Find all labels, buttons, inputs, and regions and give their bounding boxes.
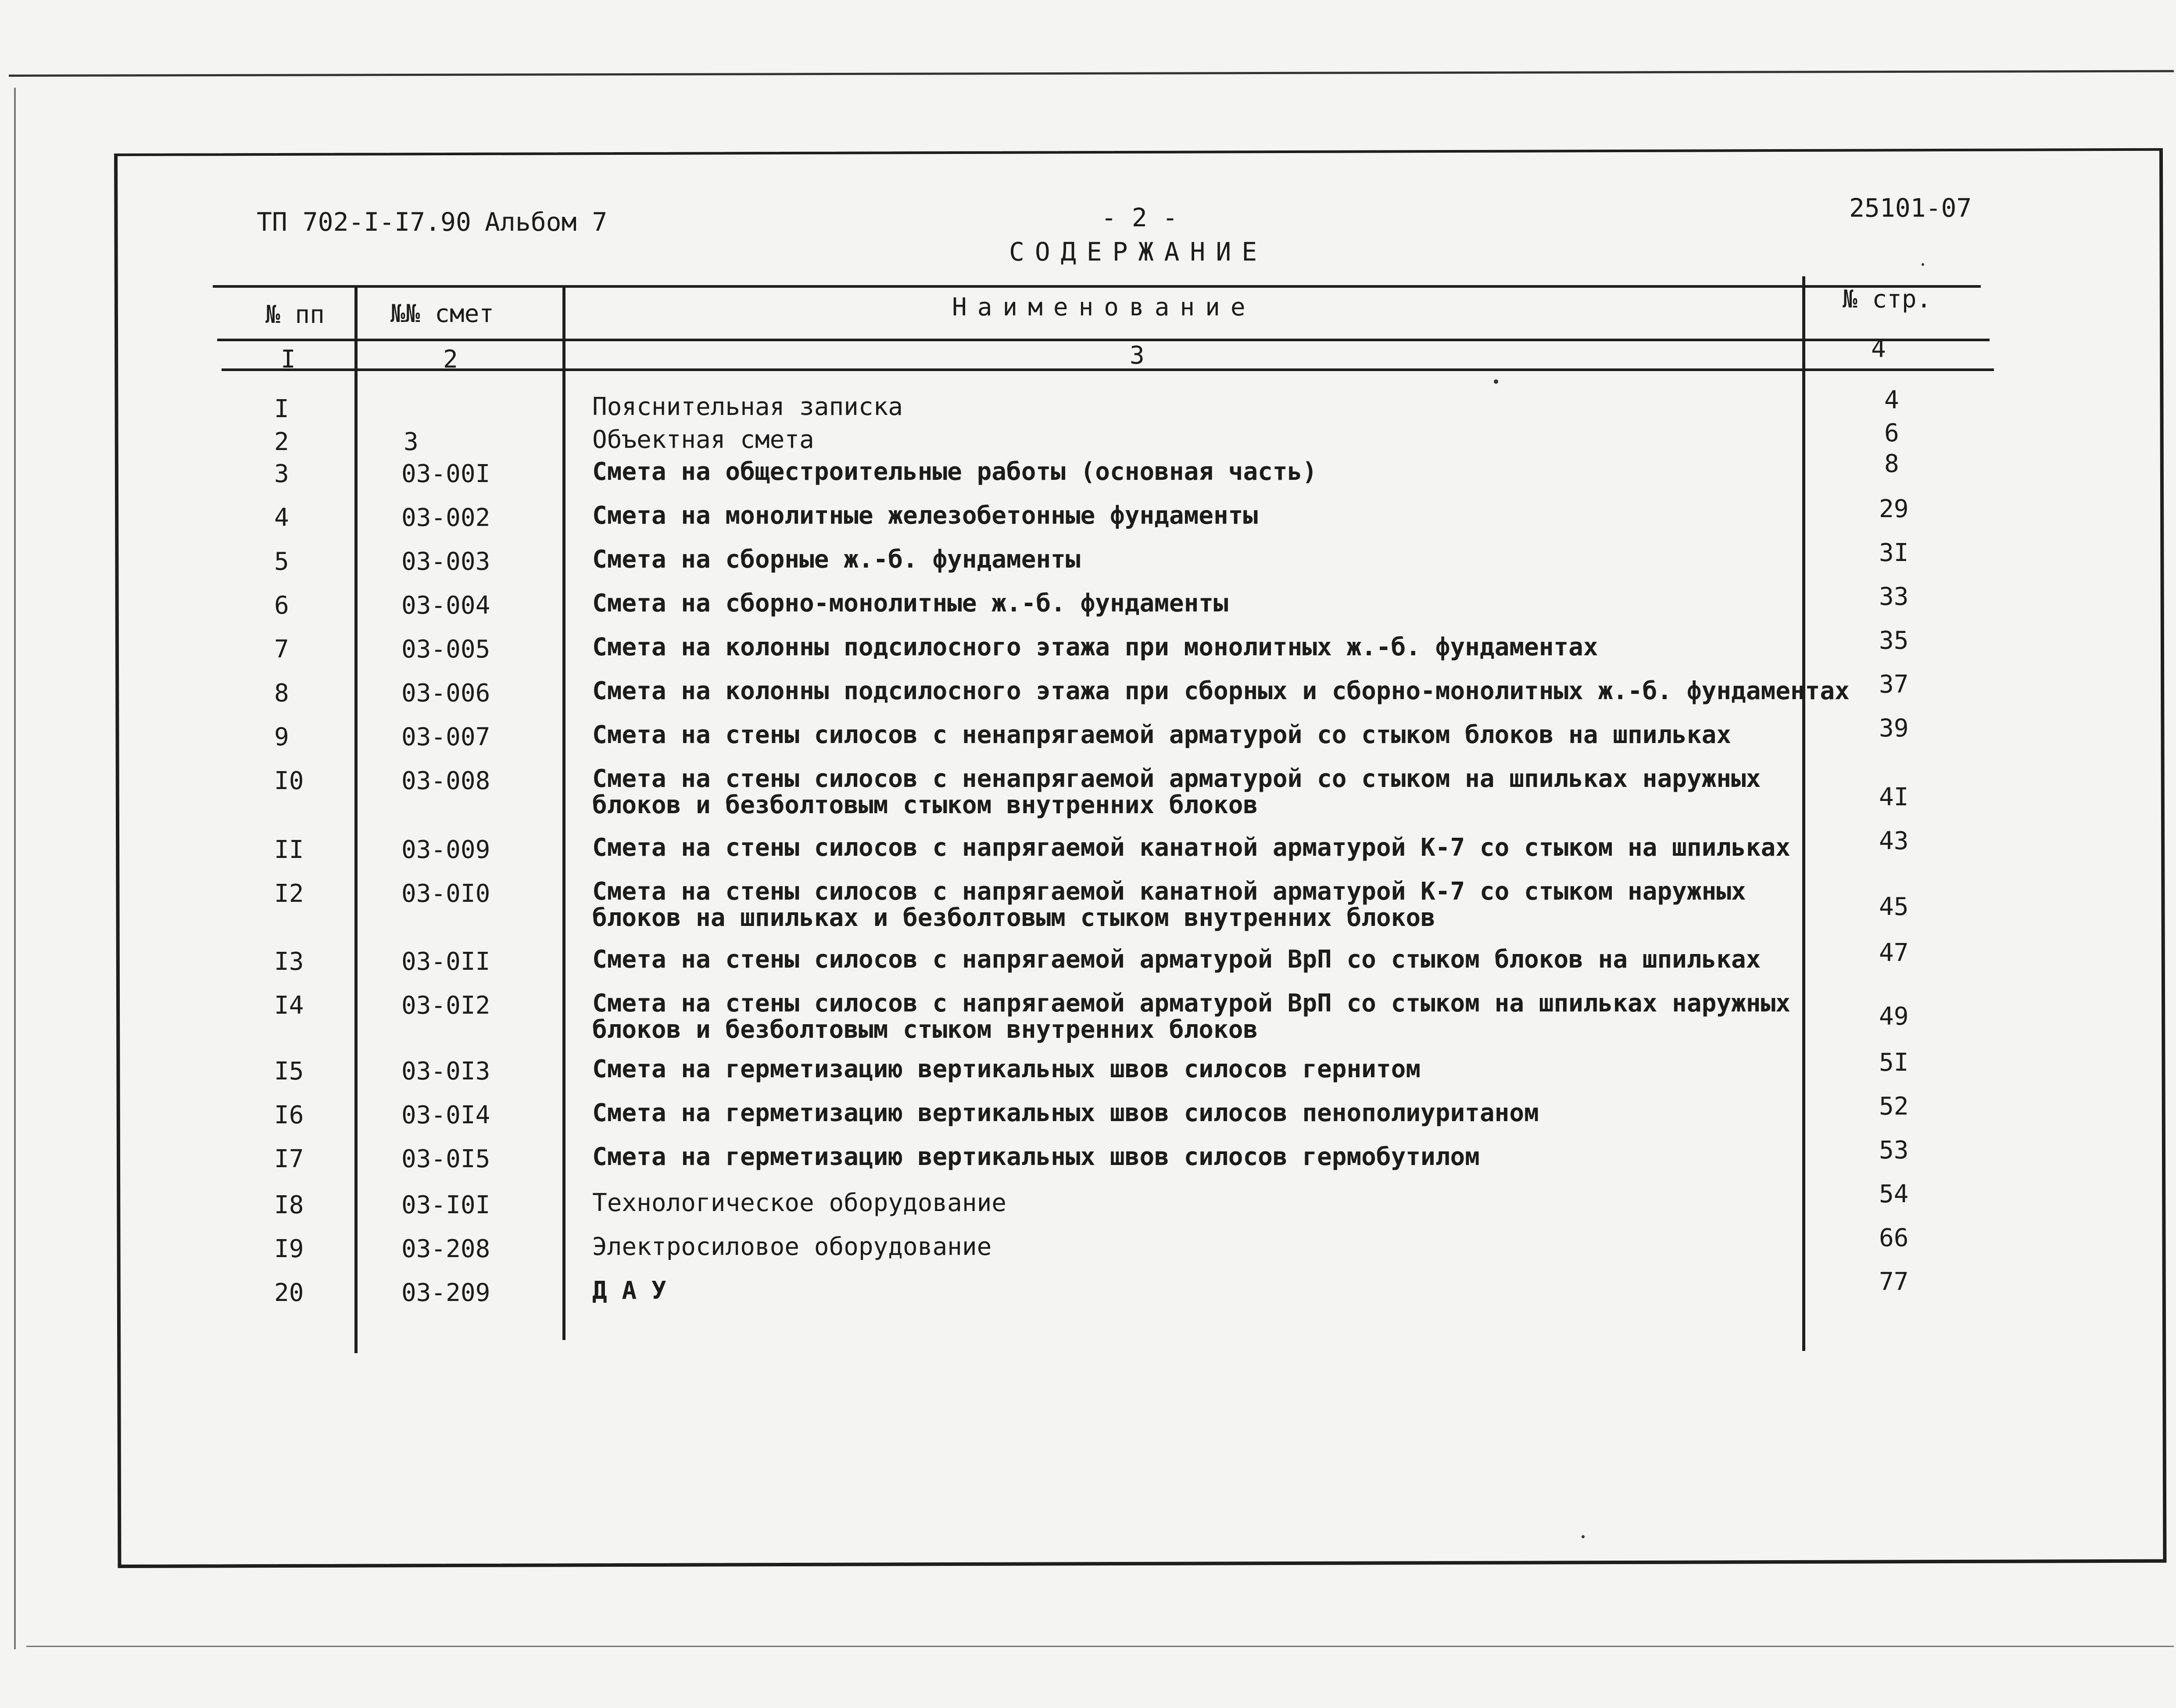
row-code: 03-002 [401, 504, 490, 532]
row-number: I9 [274, 1235, 304, 1263]
row-page: 47 [1879, 939, 1909, 967]
row-page: 29 [1879, 495, 1909, 523]
row-page: 53 [1879, 1136, 1909, 1165]
table-top-rule [213, 285, 1981, 288]
row-page: 52 [1879, 1092, 1909, 1121]
row-name: Объектная смета [592, 425, 814, 454]
document-number: 25101-07 [1849, 193, 1972, 223]
row-name: Смета на стены силосов с напрягаемой арматурой ВрП со стыком блоков на шпильках [592, 945, 1761, 974]
row-number: 9 [274, 723, 289, 751]
page-title: СОДЕРЖАНИЕ [1009, 237, 1268, 267]
row-number: 3 [274, 460, 289, 488]
column-header-n: № пп [265, 300, 325, 329]
row-name: Смета на колонны подсилосного этажа при монолитных ж.-б. фундаментах [592, 633, 1598, 661]
row-page: 49 [1879, 1002, 1909, 1031]
row-page: 8 [1884, 450, 1899, 478]
column-header-code: №№ смет [390, 300, 494, 328]
sheet-edge-bottom [26, 1646, 2174, 1647]
column-divider-1 [354, 287, 358, 1353]
page-number: - 2 - [1101, 203, 1178, 232]
row-number: I2 [274, 879, 304, 908]
row-number: I8 [274, 1191, 304, 1219]
scan-speck [1922, 263, 1924, 266]
row-name: блоков и безболтовым стыком внутренних блоков [592, 791, 1258, 819]
row-page: 54 [1879, 1180, 1909, 1208]
column-header-name: Наименование [952, 293, 1256, 322]
row-name: Смета на стены силосов с напрягаемой канатной арматурой К-7 со стыком наружных [592, 877, 1746, 906]
row-code: 03-004 [401, 591, 490, 620]
row-code: 03-008 [401, 767, 490, 795]
row-page: 66 [1879, 1224, 1909, 1252]
row-number: I3 [274, 947, 304, 976]
row-name: Смета на сборные ж.-б. фундаменты [592, 545, 1081, 574]
column-number-4: 4 [1871, 335, 1886, 363]
album-label: Альбом 7 [485, 207, 608, 237]
row-number: 4 [274, 504, 289, 532]
column-number-2: 2 [443, 345, 458, 374]
row-code: 03-0I4 [401, 1101, 490, 1129]
row-name: Смета на колонны подсилосного этажа при сборных и сборно-монолитных ж.-б. фундаментах [592, 677, 1850, 705]
row-page: 33 [1879, 582, 1909, 611]
table-header-rule [217, 339, 1990, 341]
column-number-1: I [281, 345, 296, 374]
row-name: Технологическое оборудование [592, 1189, 1007, 1217]
row-code: 03-007 [401, 723, 490, 751]
column-divider-3 [1802, 276, 1805, 1351]
row-name: Смета на стены силосов с ненапрягаемой арматурой со стыком блоков на шпильках [592, 721, 1732, 749]
row-number: II [274, 836, 304, 864]
row-code: 03-0I0 [401, 879, 490, 908]
row-code: 03-209 [401, 1279, 490, 1307]
row-code: 03-0I3 [401, 1057, 490, 1086]
column-header-page: № стр. [1843, 285, 1932, 314]
row-name: Смета на сборно-монолитные ж.-б. фундаменты [592, 589, 1228, 618]
row-page: 35 [1879, 626, 1909, 655]
row-number: 20 [274, 1279, 304, 1307]
row-name: Смета на герметизацию вертикальных швов силосов гермобутилом [592, 1143, 1480, 1171]
row-name: блоков на шпильках и безболтовым стыком внутренних блоков [592, 904, 1435, 932]
row-name: Смета на стены силосов с напрягаемой канатной арматурой К-7 со стыком на шпильках [592, 833, 1790, 862]
row-code: 03-I0I [401, 1191, 490, 1219]
row-number: I0 [274, 767, 304, 795]
row-code: 03-0I5 [401, 1145, 490, 1173]
row-page: 6 [1884, 419, 1899, 447]
row-name: Смета на стены силосов с напрягаемой арматурой ВрП со стыком на шпильках наружных [592, 989, 1790, 1018]
row-name: Смета на монолитные железобетонные фундаменты [592, 501, 1258, 530]
row-code: 03-208 [401, 1235, 490, 1263]
row-page: 3I [1879, 539, 1909, 567]
row-number: I6 [274, 1101, 304, 1129]
row-name: блоков и безболтовым стыком внутренних блоков [592, 1015, 1258, 1044]
column-divider-2 [562, 287, 565, 1340]
row-code: 03-005 [401, 635, 490, 664]
row-code: 03-0I2 [401, 991, 490, 1020]
row-number: I4 [274, 991, 304, 1020]
column-number-3: 3 [1130, 341, 1145, 370]
row-code: 03-009 [401, 836, 490, 864]
row-number: I5 [274, 1057, 304, 1086]
row-page: 5I [1879, 1048, 1909, 1077]
row-code: 03-003 [401, 547, 490, 576]
row-name: Пояснительная записка [592, 393, 903, 421]
row-name: Смета на общестроительные работы (основная часть) [592, 457, 1317, 486]
scan-speck [1494, 379, 1498, 384]
sheet-edge-left [14, 88, 16, 1649]
row-code: 03-0II [401, 947, 490, 976]
row-name: Д А У [592, 1276, 666, 1305]
row-page: 39 [1879, 714, 1909, 743]
row-number: 5 [274, 547, 289, 576]
row-number: 7 [274, 635, 289, 664]
row-number: I [274, 395, 289, 423]
scan-speck [1582, 1535, 1585, 1538]
row-page: 37 [1879, 670, 1909, 699]
row-number: 6 [274, 591, 289, 620]
row-page: 4 [1884, 386, 1899, 414]
row-name: Смета на герметизацию вертикальных швов силосов гернитом [592, 1055, 1421, 1083]
row-page: 43 [1879, 827, 1909, 855]
row-code: 3 [404, 428, 419, 456]
table-number-rule [222, 368, 1994, 371]
row-number: 2 [274, 428, 289, 456]
row-page: 4I [1879, 783, 1909, 811]
row-code: 03-00I [401, 460, 490, 488]
row-name: Электросиловое оборудование [592, 1233, 992, 1261]
row-number: I7 [274, 1145, 304, 1173]
row-number: 8 [274, 679, 289, 707]
project-code: ТП 702-I-I7.90 [257, 207, 471, 237]
row-page: 45 [1879, 893, 1909, 921]
row-page: 77 [1879, 1268, 1909, 1296]
row-name: Смета на герметизацию вертикальных швов силосов пенополиуританом [592, 1099, 1539, 1127]
row-name: Смета на стены силосов с ненапрягаемой арматурой со стыком на шпильках наружных [592, 765, 1761, 793]
sheet-edge-top [9, 70, 2174, 77]
row-code: 03-006 [401, 679, 490, 707]
